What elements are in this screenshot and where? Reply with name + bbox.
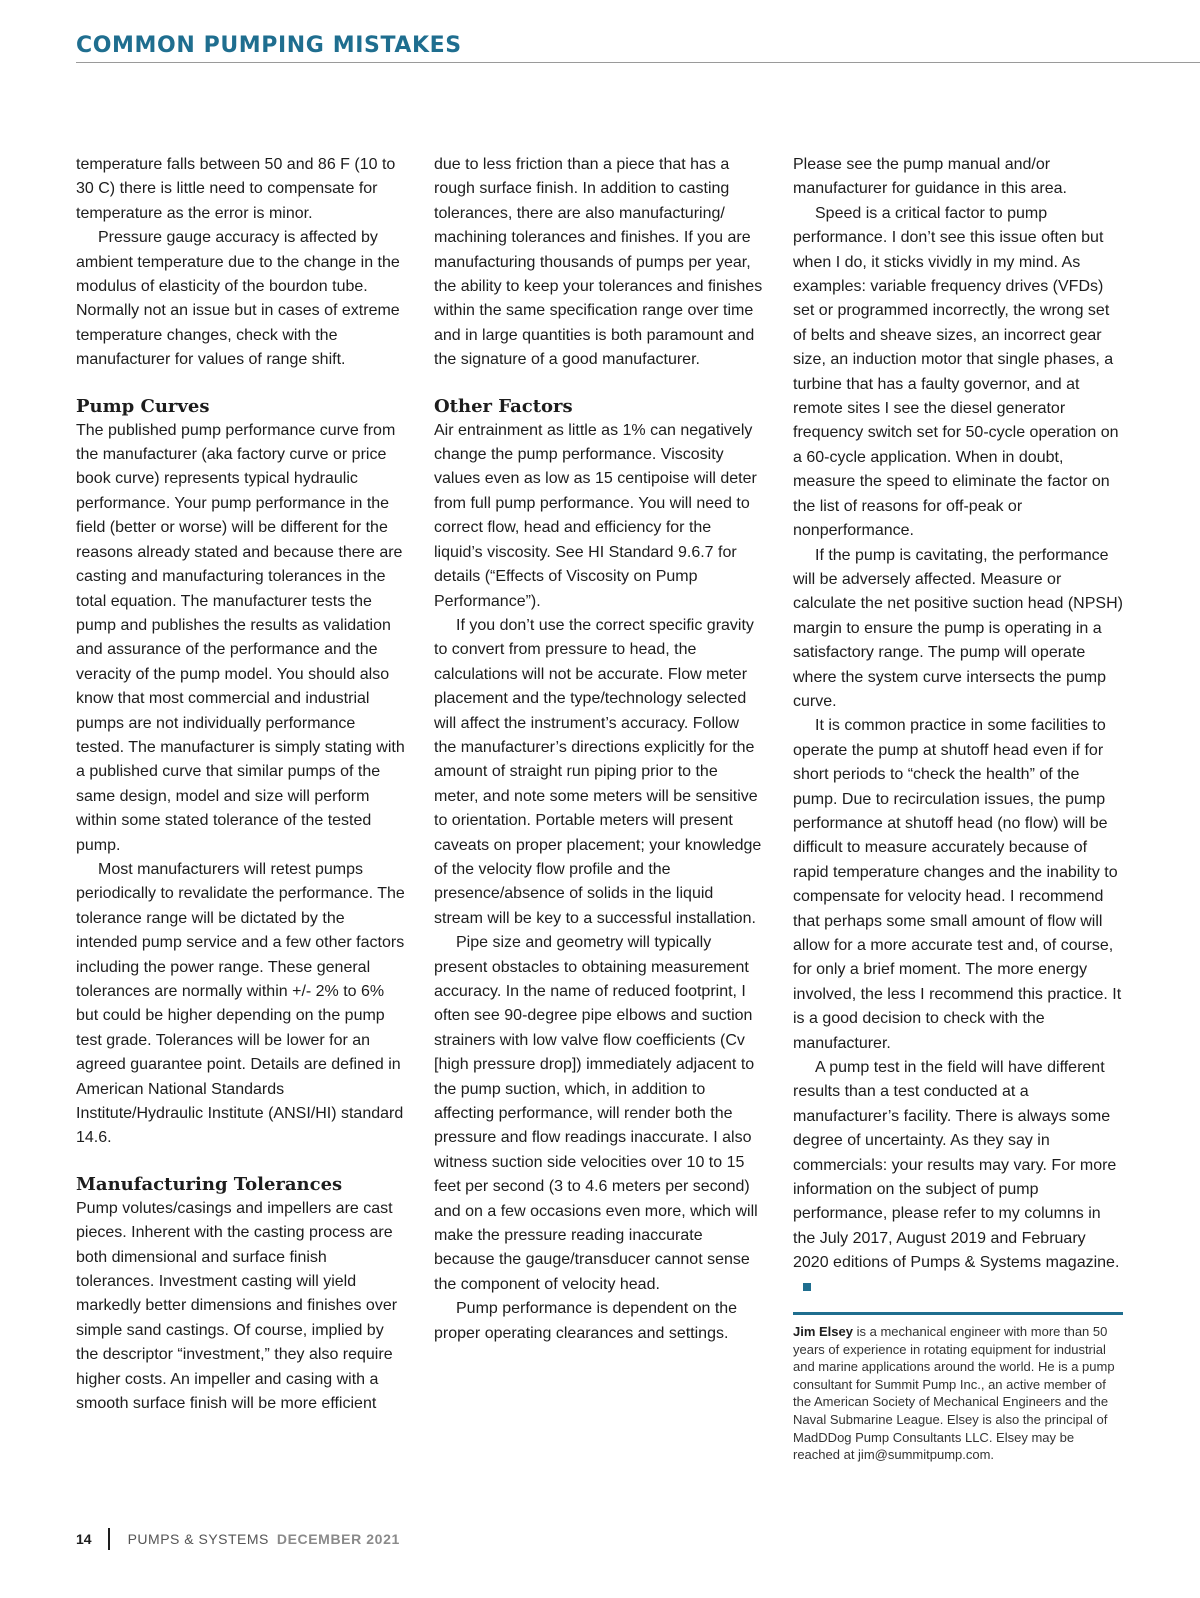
paragraph: Air entrainment as little as 1% can negatively change the pump performance. Viscosity values even as low as 15 centipoise will deter from full pump performance. You will need to correct flow, head and efficiency for the liquid’s viscosity. See HI Standard 9.6.7 for details (“Effects of Viscosity on Pump Performance”). (434, 421, 757, 610)
issue-date: DECEMBER 2021 (276, 1531, 400, 1547)
column-1 (76, 153, 406, 1417)
column-3 (793, 153, 1123, 1464)
paragraph: due to less friction than a piece that has a rough surface finish. In addition to casting tolerances, there are also manufacturing/ machining tolerances and finishes. If you are manufacturing thousands of pumps per year, the ability to keep your tolerances and finishes within the same specification range over time and in large quantities is both paramount and the signature of a good manufacturer. (434, 156, 763, 369)
author-bio-text: is a mechanical engineer with more than 50 years of experience in rotating equipment for industrial and marine applications around the world. He is a pump consultant for Summit Pump Inc., an active member of the American Society of Mechanical Engineers and the Naval Submarine League. Elsey is also the principal of MadDDog Pump Consultants LLC. Elsey may be reached at jim@summitpump.com. (793, 1324, 1115, 1463)
author-name: Jim Elsey (793, 1324, 853, 1340)
page-number: 14 (76, 1531, 92, 1547)
magazine-name: PUMPS & SYSTEMS (127, 1531, 269, 1547)
paragraph: temperature falls between 50 and 86 F (10 to 30 C) there is little need to compensate for temperature as the error is minor. (76, 156, 396, 222)
page-footer (76, 1528, 400, 1550)
subheading-pump-curves: Pump Curves (76, 395, 210, 417)
header-divider (76, 62, 1200, 63)
author-bio (793, 1323, 1123, 1464)
paragraph: It is common practice in some facilities to operate the pump at shutoff head even if for short periods to “check the health” of the pump. Due to recirculation issues, the pump performance at shutoff head (no flow) will be difficult to measure accurately because of rapid temperature changes and the inability to compensate for velocity head. I recommend that perhaps some small amount of flow will allow for a more accurate test and, of course, for only a brief moment. The more energy involved, the less I recommend this practice. It is a good decision to check with the manufacturer. (793, 717, 1122, 1052)
subheading-other-factors: Other Factors (434, 395, 573, 417)
paragraph: Please see the pump manual and/or manufacturer for guidance in this area. (793, 156, 1067, 198)
paragraph: The published pump performance curve from the manufacturer (aka factory curve or price book curve) represents typical hydraulic performance. Your pump performance in the field (better or worse) will be different for the reasons already stated and because there are casting and manufacturing tolerances in the total equation. The manufacturer tests the pump and publishes the results as validation and assurance of the performance and the veracity of the pump model. You should also know that most commercial and industrial pumps are not individually performance tested. The manufacturer is simply stating with a published curve that similar pumps of the same design, model and size will perform within some stated tolerance of the tested pump. (76, 421, 405, 854)
column-2 (434, 153, 764, 1346)
paragraph: If the pump is cavitating, the performance will be adversely affected. Measure or calculate the net positive suction head (NPSH) margin to ensure the pump is operating in a satisfactory range. The pump will operate where the system curve intersects the pump curve. (793, 546, 1123, 710)
paragraph: Speed is a critical factor to pump performance. I don’t see this issue often but when I do, it sticks vividly in my mind. As examples: variable frequency drives (VFDs) set or programmed incorrectly, the wrong set of belts and sheave sizes, an incorrect gear size, an induction motor that single phases, a turbine that has a faulty governor, and at remote sites I see the diesel generator frequency switch set for 50-cycle operation on a 60-cycle application. When in doubt, measure the speed to eliminate the factor on the list of reasons for off-peak or nonperformance. (793, 204, 1119, 540)
end-of-article-mark (803, 1283, 811, 1291)
closing-paragraph-text: A pump test in the field will have different results than a test conducted at a manufacturer’s facility. There is always some degree of uncertainty. As they say in commercials: your results may vary. For more information on the subject of pump performance, please refer to my columns in the July 2017, August 2019 and February 2020 editions of Pumps & Systems magazine. (793, 1059, 1120, 1272)
footer-divider (108, 1528, 110, 1550)
paragraph: Pipe size and geometry will typically present obstacles to obtaining measurement accuracy. In the name of reduced footprint, I often see 90-degree pipe elbows and suction strainers with low valve flow coefficients (Cv [high pressure drop]) immediately adjacent to the pump suction, which, in addition to affecting performance, will render both the pressure and flow readings inaccurate. I also witness suction side velocities over 10 to 15 feet per second (3 to 4.6 meters per second) and on a few occasions even more, which will make the pressure reading inaccurate because the gauge/transducer cannot sense the component of velocity head. (434, 934, 758, 1293)
bio-divider (793, 1312, 1123, 1315)
paragraph: If you don’t use the correct specific gravity to convert from pressure to head, the calculations will not be accurate. Flow meter placement and the type/technology selected will affect the instrument’s accuracy. Follow the manufacturer’s directions explicitly for the amount of straight run piping prior to the meter, and note some meters will be sensitive to orientation. Portable meters will present caveats on proper placement; your knowledge of the velocity flow profile and the presence/absence of solids in the liquid stream will be key to a successful installation. (434, 616, 762, 927)
section-title: COMMON PUMPING MISTAKES (76, 33, 462, 58)
paragraph: Most manufacturers will retest pumps periodically to revalidate the performance. The tolerance range will be dictated by the intended pump service and a few other factors including the power range. These general tolerances are normally within +/- 2% to 6% but could be higher depending on the pump test grade. Tolerances will be lower for an agreed guarantee point. Details are defined in American National Standards Institute/Hydraulic Institute (ANSI/HI) standard 14.6. (76, 860, 405, 1147)
paragraph: Pump volutes/casings and impellers are cast pieces. Inherent with the casting process are both dimensional and surface finish tolerances. Investment casting will yield markedly better dimensions and finishes over simple sand castings. Of course, implied by the descriptor “investment,” they also require higher costs. An impeller and casing with a smooth surface finish will be more efficient (76, 1199, 398, 1413)
paragraph (793, 1056, 1123, 1300)
paragraph: Pressure gauge accuracy is affected by ambient temperature due to the change in the modulus of elasticity of the bourdon tube. Normally not an issue but in cases of extreme temperature changes, check with the manufacturer for values of range shift. (76, 229, 400, 369)
paragraph: Pump performance is dependent on the proper operating clearances and settings. (434, 1300, 738, 1342)
subheading-manufacturing-tolerances: Manufacturing Tolerances (76, 1173, 343, 1195)
